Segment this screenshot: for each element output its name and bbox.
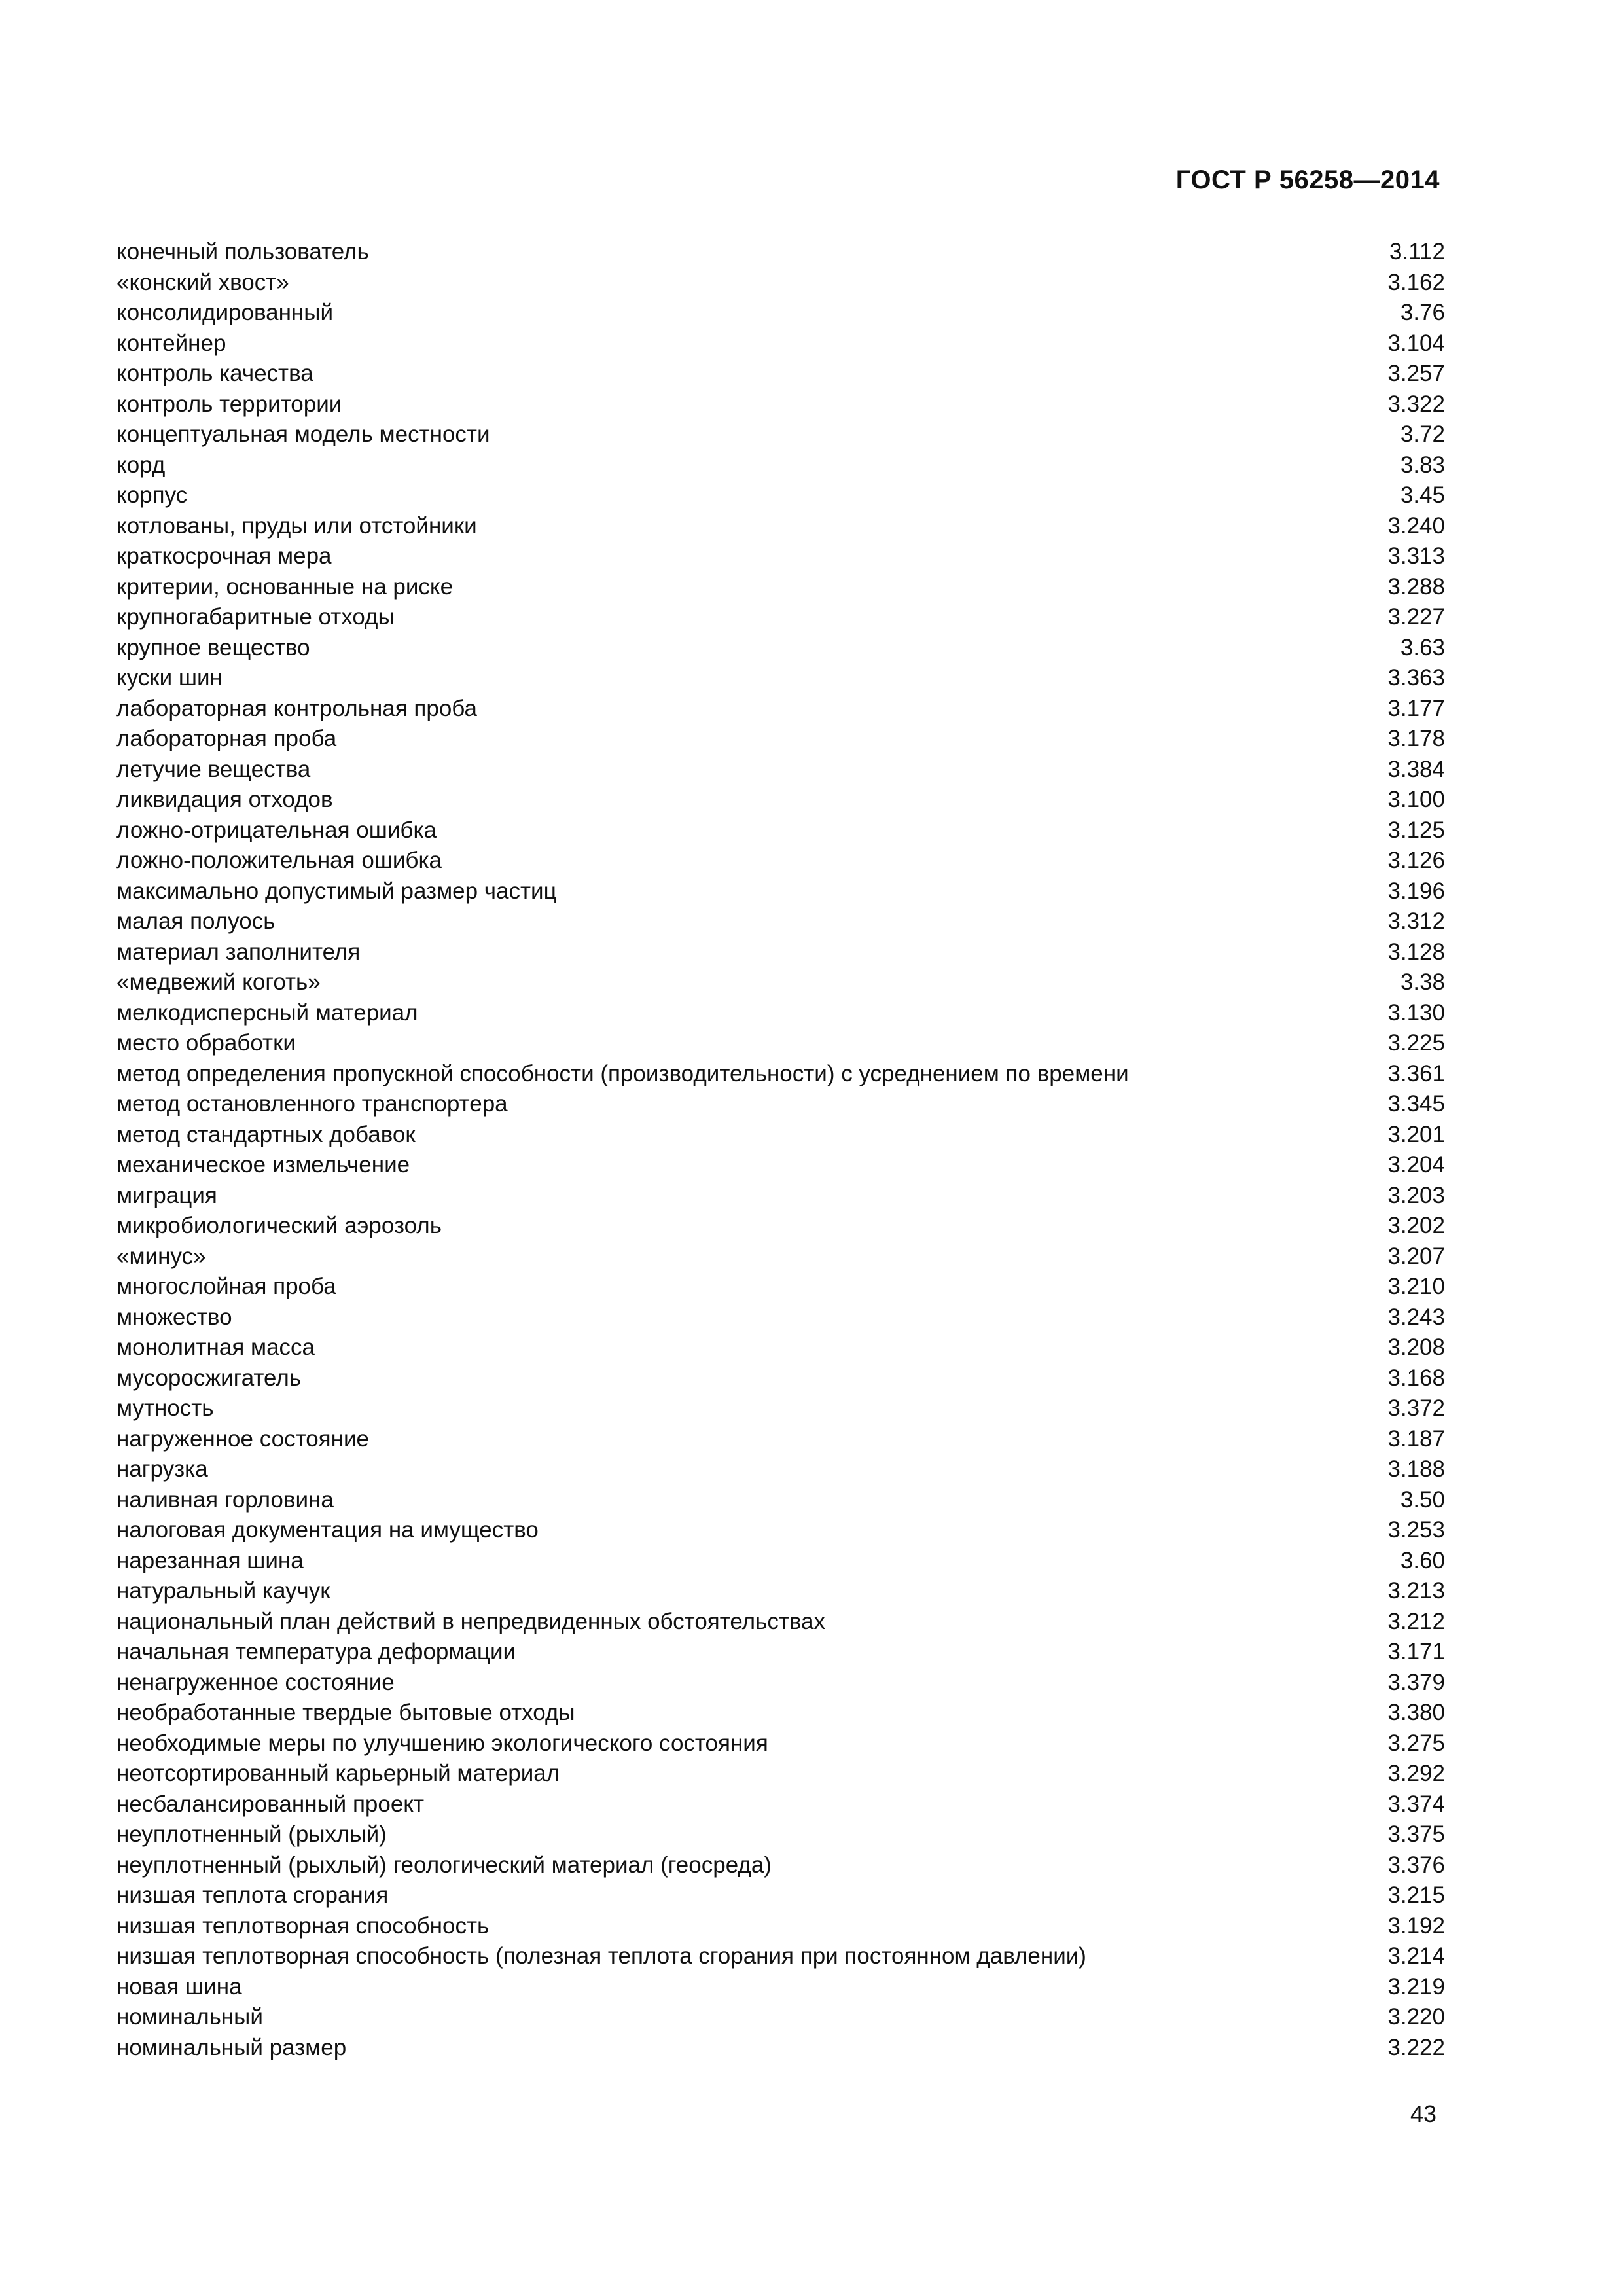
index-reference: 3.60: [1400, 1547, 1445, 1573]
index-term: миграция: [116, 1182, 217, 1208]
index-entry: [116, 268, 1445, 298]
index-reference: 3.222: [1387, 2034, 1445, 2060]
index-reference: 3.72: [1400, 422, 1445, 447]
index-reference: 3.257: [1387, 361, 1445, 386]
index-term: метод остановленного транспортера: [116, 1091, 508, 1117]
index-entry: [116, 237, 1445, 268]
index-entry: [116, 1150, 1445, 1181]
index-term: материал заполнителя: [116, 939, 361, 965]
index-term: «медвежий коготь»: [116, 969, 321, 995]
index-term: неотсортированный карьерный материал: [116, 1761, 560, 1786]
index-term: контейнер: [116, 330, 226, 356]
index-reference: 3.219: [1387, 1973, 1445, 2000]
index-reference: 3.376: [1387, 1852, 1445, 1878]
index-term: метод определения пропускной способности (производительности) с усреднением по времени: [116, 1060, 1129, 1086]
index-reference: 3.83: [1400, 452, 1445, 478]
index-reference: 3.380: [1387, 1700, 1445, 1725]
index-entry: [116, 663, 1445, 694]
index-term: лабораторная проба: [116, 726, 337, 751]
index-reference: 3.240: [1387, 512, 1445, 539]
index-term: натуральный каучук: [116, 1578, 330, 1604]
index-term: место обработки: [116, 1030, 296, 1056]
index-term: низшая теплота сгорания: [116, 1882, 389, 1908]
index-reference: 3.312: [1387, 908, 1445, 934]
index-entry: [116, 1850, 1445, 1881]
index-term: корпус: [116, 482, 188, 508]
page-number: 43: [1410, 2100, 1436, 2127]
index-term: краткосрочная мера: [116, 543, 332, 569]
index-reference: 3.100: [1387, 787, 1445, 812]
index-reference: 3.104: [1387, 330, 1445, 356]
index-entry: [116, 1941, 1445, 1972]
index-entry: [116, 846, 1445, 876]
index-reference: 3.45: [1400, 482, 1445, 508]
index-entry: [116, 785, 1445, 816]
index-reference: 3.227: [1387, 604, 1445, 630]
index-term: начальная температура деформации: [116, 1639, 516, 1664]
index-term: новая шина: [116, 1973, 242, 2000]
index-entry: [116, 541, 1445, 572]
index-entry: [116, 1363, 1445, 1394]
index-term: «конский хвост»: [116, 269, 289, 295]
index-reference: 3.212: [1387, 1608, 1445, 1634]
index-reference: 3.196: [1387, 878, 1445, 904]
index-entry: [116, 1972, 1445, 2003]
index-term: мутность: [116, 1395, 214, 1421]
index-term: необработанные твердые бытовые отходы: [116, 1700, 575, 1725]
index-entry: [116, 1698, 1445, 1729]
index-term: низшая теплотворная способность: [116, 1912, 490, 1939]
index-term: низшая теплотворная способность (полезная теплота сгорания при постоянном давлении): [116, 1943, 1086, 1969]
index-reference: 3.372: [1387, 1395, 1445, 1421]
index-entry: [116, 389, 1445, 420]
index-entry: [116, 420, 1445, 450]
index-reference: 3.187: [1387, 1426, 1445, 1452]
index-term: контроль территории: [116, 391, 342, 417]
index-entry: [116, 1393, 1445, 1424]
index-term: несбалансированный проект: [116, 1791, 425, 1817]
index-term: котлованы, пруды или отстойники: [116, 512, 477, 539]
index-entry: [116, 1820, 1445, 1850]
index-reference: 3.214: [1387, 1943, 1445, 1969]
index-entry: [116, 511, 1445, 542]
index-entry: [116, 1059, 1445, 1090]
index-entry: [116, 816, 1445, 846]
index-term: летучие вещества: [116, 756, 311, 782]
index-term: конечный пользователь: [116, 239, 369, 264]
index-reference: 3.243: [1387, 1304, 1445, 1330]
index-entry: [116, 1485, 1445, 1516]
index-entry: [116, 572, 1445, 603]
index-entry: [116, 998, 1445, 1029]
index-entry: [116, 1211, 1445, 1242]
index-entry: [116, 724, 1445, 755]
index-reference: 3.225: [1387, 1030, 1445, 1056]
index-reference: 3.375: [1387, 1821, 1445, 1847]
index-reference: 3.322: [1387, 391, 1445, 417]
index-reference: 3.188: [1387, 1456, 1445, 1482]
index-term: малая полуось: [116, 908, 276, 934]
index-entry: [116, 1576, 1445, 1607]
index-reference: 3.125: [1387, 817, 1445, 843]
index-term: микробиологический аэрозоль: [116, 1213, 442, 1238]
index-term: многослойная проба: [116, 1274, 336, 1299]
index-term: «минус»: [116, 1243, 206, 1269]
index-entry: [116, 298, 1445, 329]
index-reference: 3.379: [1387, 1669, 1445, 1695]
index-term: мелкодисперсный материал: [116, 999, 418, 1026]
index-term: мусоросжигатель: [116, 1365, 301, 1391]
index-reference: 3.128: [1387, 939, 1445, 965]
index-term: наливная горловина: [116, 1486, 334, 1513]
index-term: крупногабаритные отходы: [116, 604, 395, 630]
index-reference: 3.38: [1400, 969, 1445, 995]
index-entry: [116, 2002, 1445, 2033]
index-term: нагрузка: [116, 1456, 208, 1482]
index-reference: 3.192: [1387, 1912, 1445, 1939]
index-reference: 3.220: [1387, 2004, 1445, 2030]
index-entry: [116, 755, 1445, 785]
index-entry: [116, 1424, 1445, 1455]
term-index-list: [116, 237, 1445, 2063]
index-reference: 3.210: [1387, 1274, 1445, 1299]
index-reference: 3.162: [1387, 269, 1445, 295]
index-reference: 3.201: [1387, 1121, 1445, 1147]
index-reference: 3.374: [1387, 1791, 1445, 1817]
index-entry: [116, 1637, 1445, 1668]
index-term: крупное вещество: [116, 634, 310, 660]
index-term: множество: [116, 1304, 232, 1330]
index-entry: [116, 967, 1445, 998]
index-reference: 3.345: [1387, 1091, 1445, 1117]
index-term: критерии, основанные на риске: [116, 573, 454, 600]
index-term: куски шин: [116, 665, 223, 691]
index-term: монолитная масса: [116, 1335, 315, 1360]
index-entry: [116, 1911, 1445, 1942]
index-entry: [116, 906, 1445, 937]
index-entry: [116, 1302, 1445, 1333]
index-reference: 3.203: [1387, 1182, 1445, 1208]
index-reference: 3.112: [1389, 239, 1445, 264]
index-term: ложно-отрицательная ошибка: [116, 817, 437, 843]
index-reference: 3.50: [1400, 1486, 1445, 1513]
index-entry: [116, 1333, 1445, 1363]
index-term: ликвидация отходов: [116, 787, 333, 812]
index-entry: [116, 1272, 1445, 1302]
index-reference: 3.130: [1387, 999, 1445, 1026]
index-entry: [116, 602, 1445, 633]
index-reference: 3.208: [1387, 1335, 1445, 1360]
index-entry: [116, 1454, 1445, 1485]
index-entry: [116, 1120, 1445, 1151]
index-reference: 3.202: [1387, 1213, 1445, 1238]
index-reference: 3.363: [1387, 665, 1445, 691]
index-entry: [116, 2033, 1445, 2064]
index-term: консолидированный: [116, 300, 333, 325]
index-term: концептуальная модель местности: [116, 422, 490, 447]
index-reference: 3.292: [1387, 1761, 1445, 1786]
index-term: номинальный размер: [116, 2034, 347, 2060]
index-reference: 3.253: [1387, 1517, 1445, 1543]
index-term: неуплотненный (рыхлый) геологический материал (геосреда): [116, 1852, 772, 1878]
index-term: лабораторная контрольная проба: [116, 695, 478, 721]
index-entry: [116, 329, 1445, 359]
index-entry: [116, 937, 1445, 968]
index-entry: [116, 633, 1445, 664]
standard-designation: ГОСТ Р 56258—2014: [1175, 166, 1440, 194]
index-reference: 3.168: [1387, 1365, 1445, 1391]
index-term: необходимые меры по улучшению экологического состояния: [116, 1730, 768, 1756]
index-reference: 3.288: [1387, 573, 1445, 600]
index-term: неуплотненный (рыхлый): [116, 1821, 387, 1847]
index-reference: 3.207: [1387, 1243, 1445, 1269]
index-term: контроль качества: [116, 361, 313, 386]
index-entry: [116, 1028, 1445, 1059]
index-entry: [116, 1729, 1445, 1759]
index-term: механическое измельчение: [116, 1152, 410, 1177]
index-reference: 3.63: [1400, 634, 1445, 660]
index-entry: [116, 1759, 1445, 1789]
index-entry: [116, 480, 1445, 511]
index-entry: [116, 450, 1445, 481]
index-term: национальный план действий в непредвиденных обстоятельствах: [116, 1608, 826, 1634]
index-entry: [116, 1242, 1445, 1272]
index-entry: [116, 1181, 1445, 1211]
index-entry: [116, 1089, 1445, 1120]
index-term: налоговая документация на имущество: [116, 1517, 539, 1543]
index-reference: 3.204: [1387, 1152, 1445, 1177]
index-term: нагруженное состояние: [116, 1426, 369, 1452]
index-reference: 3.275: [1387, 1730, 1445, 1756]
index-entry: [116, 1515, 1445, 1546]
index-term: корд: [116, 452, 166, 478]
index-entry: [116, 359, 1445, 389]
index-reference: 3.213: [1387, 1578, 1445, 1604]
index-reference: 3.171: [1387, 1639, 1445, 1664]
index-reference: 3.178: [1387, 726, 1445, 751]
index-entry: [116, 876, 1445, 907]
index-reference: 3.126: [1387, 848, 1445, 873]
index-term: номинальный: [116, 2004, 263, 2030]
index-term: метод стандартных добавок: [116, 1121, 416, 1147]
index-reference: 3.215: [1387, 1882, 1445, 1908]
index-entry: [116, 694, 1445, 725]
index-term: ложно-положительная ошибка: [116, 848, 442, 873]
index-reference: 3.313: [1387, 543, 1445, 569]
index-reference: 3.177: [1387, 695, 1445, 721]
index-reference: 3.384: [1387, 756, 1445, 782]
index-reference: 3.76: [1400, 300, 1445, 325]
index-entry: [116, 1668, 1445, 1698]
index-entry: [116, 1607, 1445, 1638]
index-term: максимально допустимый размер частиц: [116, 878, 557, 904]
index-entry: [116, 1546, 1445, 1577]
index-term: ненагруженное состояние: [116, 1669, 395, 1695]
index-reference: 3.361: [1387, 1060, 1445, 1086]
index-entry: [116, 1880, 1445, 1911]
index-term: нарезанная шина: [116, 1547, 304, 1573]
index-entry: [116, 1789, 1445, 1820]
